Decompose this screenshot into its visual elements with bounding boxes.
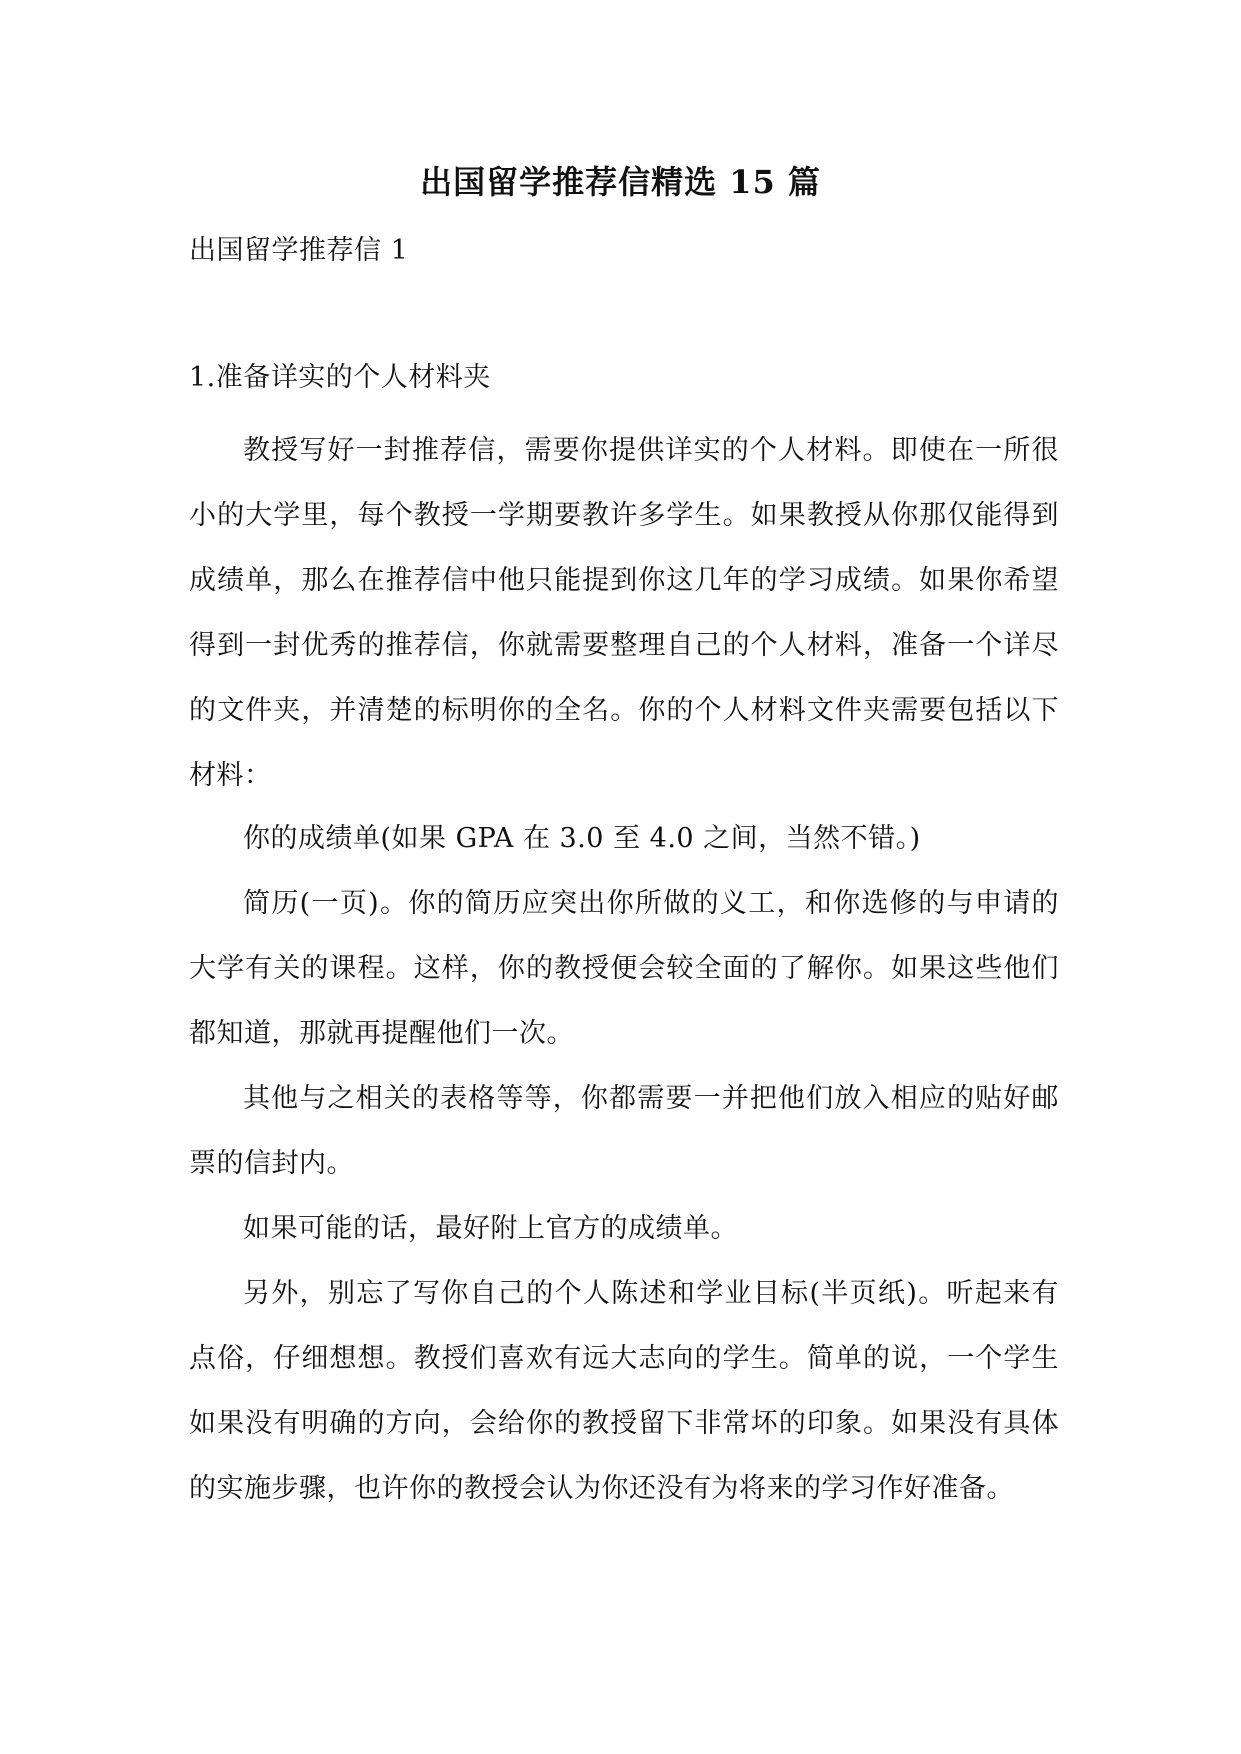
paragraph-resume: 简历(一页)。你的简历应突出你所做的义工，和你选修的与申请的大学有关的课程。这样，你的教授便会较全面的了解你。如果这些他们都知道，那就再提醒他们一次。 (189, 888, 1059, 1049)
paragraph-transcript: 你的成绩单(如果 GPA 在 3.0 至 4.0 之间，当然不错。) (243, 823, 921, 854)
paragraph-materials-intro: 教授写好一封推荐信，需要你提供详实的个人材料。即使在一所很小的大学里，每个教授一学期要教许多学生。如果教授从你那仅能得到成绩单，那么在推荐信中他只能提到你这几年的学习成绩。如果你希望得到一封优秀的推荐信，你就需要整理自己的个人材料，准备一个详尽的文件夹，并清楚的标明你的全名。你的个人材料文件夹需要包括以下材料： (189, 435, 1059, 791)
paragraph-personal-statement: 另外，别忘了写你自己的个人陈述和学业目标(半页纸)。听起来有点俗，仔细想想。教授们喜欢有远大志向的学生。简单的说，一个学生如果没有明确的方向，会给你的教授留下非常坏的印象。如果没有具体的实施步骤，也许你的教授会认为你还没有为将来的学习作好准备。 (189, 1278, 1059, 1504)
paragraph-forms: 其他与之相关的表格等等，你都需要一并把他们放入相应的贴好邮票的信封内。 (189, 1083, 1059, 1179)
document-title: 出国留学推荐信精选 15 篇 (420, 163, 821, 201)
section-heading: 1.准备详实的个人材料夹 (189, 362, 491, 393)
paragraph-official-transcript: 如果可能的话，最好附上官方的成绩单。 (243, 1213, 738, 1244)
letter-subtitle: 出国留学推荐信 1 (189, 235, 409, 266)
